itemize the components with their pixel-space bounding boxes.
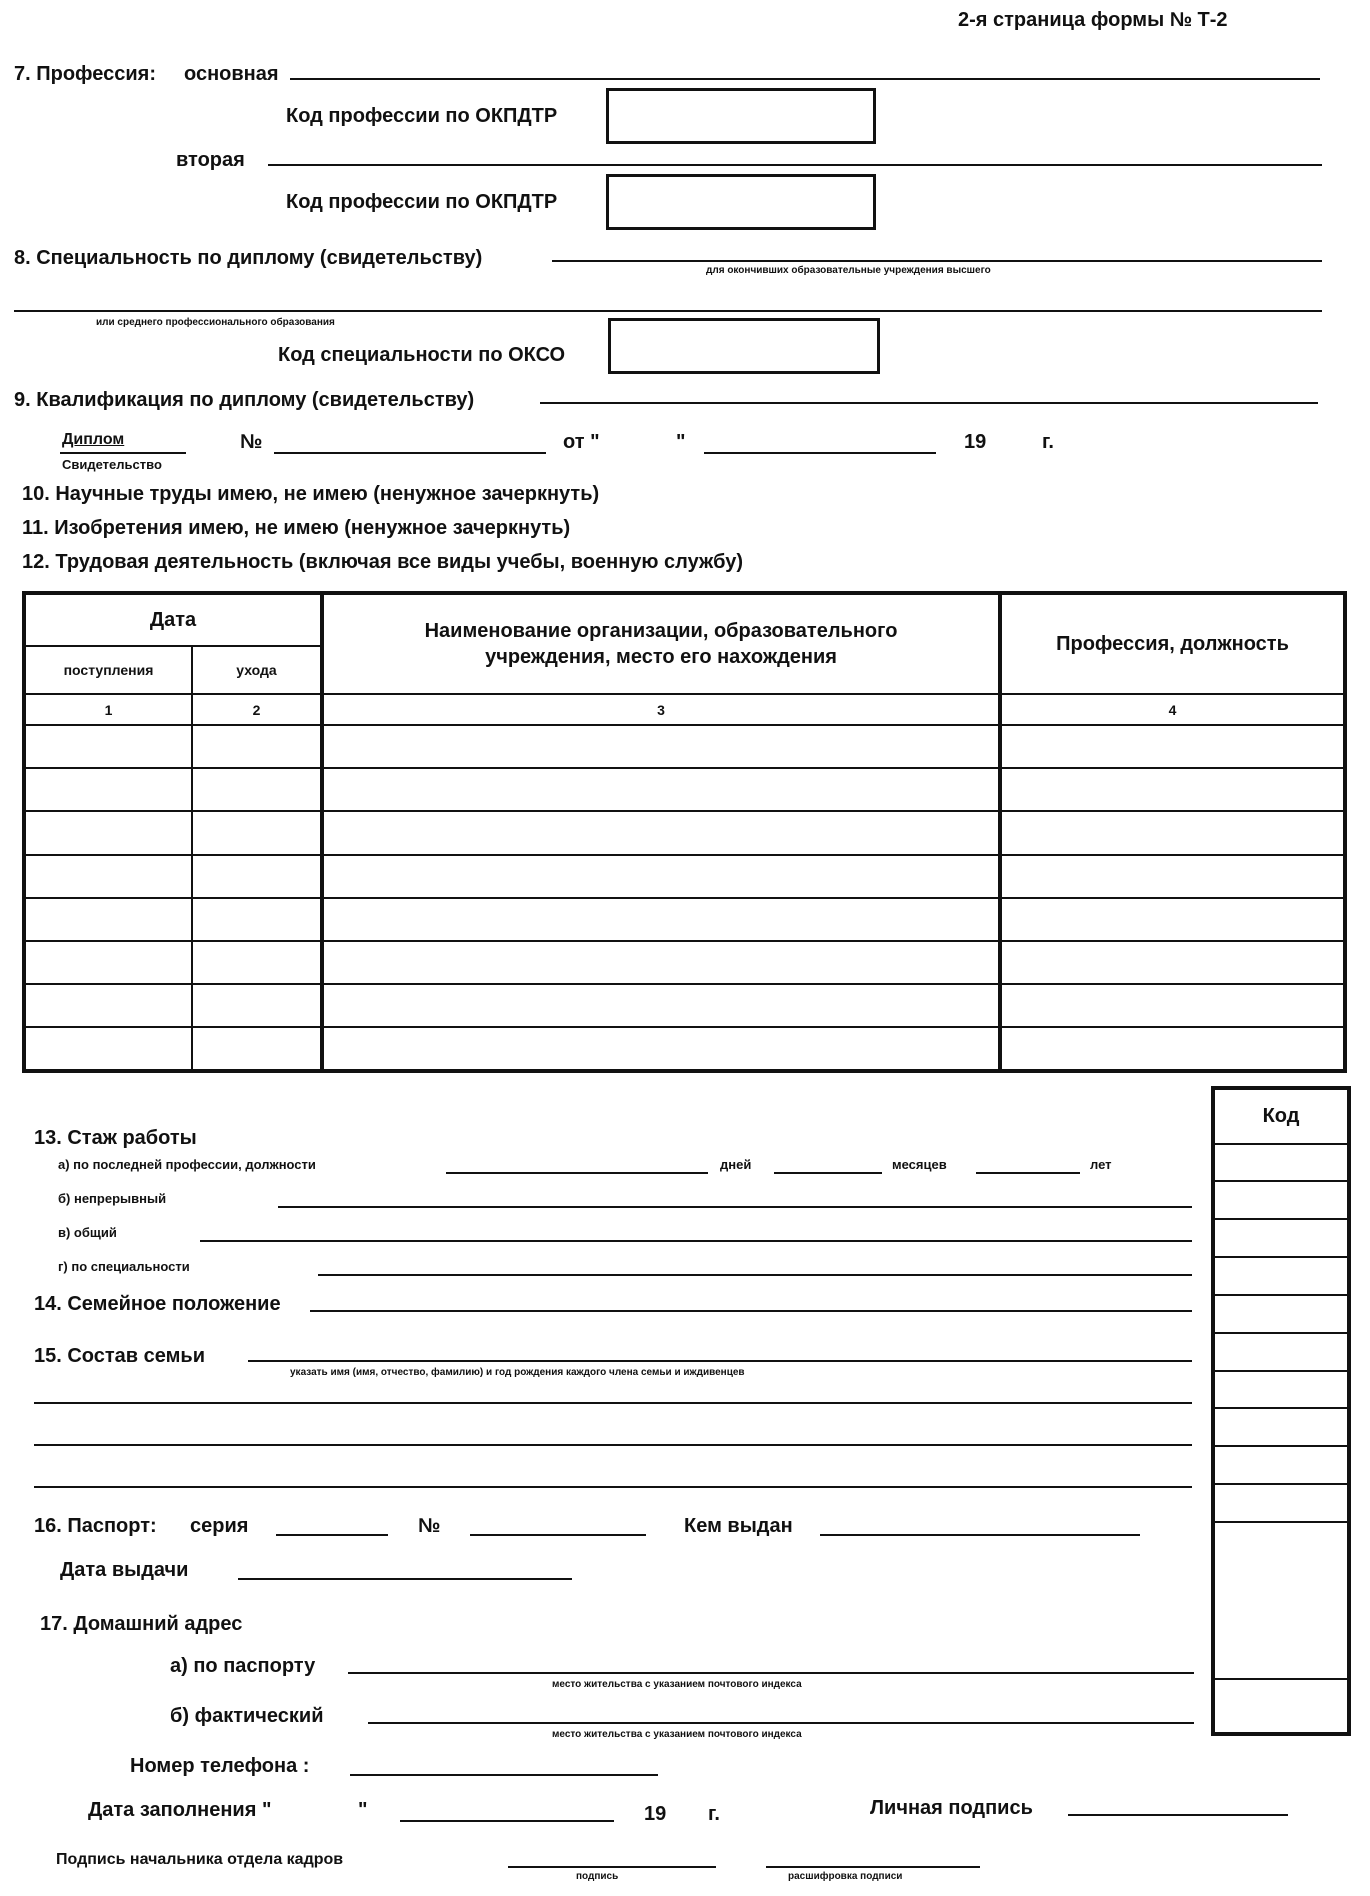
s16-series-field[interactable] — [276, 1534, 388, 1558]
table-cell[interactable] — [322, 898, 1000, 941]
table-row — [24, 941, 1345, 984]
s7-label: 7. Профессия: — [14, 63, 157, 85]
s13-b-field[interactable] — [278, 1206, 1192, 1230]
s15-hint: указать имя (имя, отчество, фамилию) и год рождения каждого члена семьи и иждивенцев — [290, 1367, 745, 1378]
s17-label: 17. Домашний адрес — [40, 1613, 243, 1635]
s12-label: 12. Трудовая деятельность (включая все виды учебы, военную службу) — [22, 551, 744, 573]
s8-code-box[interactable] — [608, 318, 880, 374]
s11-label: 11. Изобретения имею, не имею (ненужное зачеркнуть) — [22, 517, 571, 539]
code-cell[interactable] — [1213, 1371, 1349, 1409]
col-num-2: 2 — [192, 694, 322, 726]
s16-label: 16. Паспорт: — [34, 1515, 157, 1537]
s17-hint-b: место жительства с указанием почтового индекса — [552, 1729, 802, 1740]
fill-date-year: 19 — [644, 1803, 667, 1825]
s9-certificate-label: Свидетельство — [62, 457, 162, 472]
s16-issue-date-label: Дата выдачи — [60, 1559, 189, 1581]
s13-days-label: дней — [720, 1157, 752, 1172]
s9-year-label: 19 — [964, 431, 987, 453]
s7-code-label-1: Код профессии по ОКПДТР — [286, 105, 558, 127]
table-cell[interactable] — [24, 1027, 192, 1071]
s17-hint-a: место жительства с указанием почтового индекса — [552, 1679, 802, 1690]
s9-diploma-label: Диплом — [62, 431, 125, 448]
code-cell[interactable] — [1213, 1484, 1349, 1522]
code-cell[interactable] — [1213, 1333, 1349, 1371]
s9-quote-close: " — [676, 431, 686, 453]
s9-number-field[interactable] — [274, 452, 546, 476]
s14-field[interactable] — [310, 1310, 1192, 1334]
table-row — [24, 811, 1345, 854]
s8-code-label: Код специальности по ОКСО — [278, 344, 566, 366]
s17-b-label: б) фактический — [170, 1705, 324, 1727]
personal-signature-field[interactable] — [1068, 1814, 1288, 1838]
s7-code-box-1[interactable] — [606, 88, 876, 144]
table-cell[interactable] — [322, 855, 1000, 898]
code-cell[interactable] — [1213, 1408, 1349, 1446]
table-cell[interactable] — [192, 984, 322, 1027]
table-cell[interactable] — [24, 984, 192, 1027]
code-cell[interactable] — [1213, 1257, 1349, 1295]
s9-number-label: № — [240, 431, 263, 453]
table-cell[interactable] — [192, 811, 322, 854]
table-cell[interactable] — [322, 768, 1000, 811]
personal-signature-label: Личная подпись — [870, 1797, 1033, 1819]
s16-issue-date-field[interactable] — [238, 1578, 572, 1602]
code-column-table — [1211, 1086, 1351, 1736]
table-cell[interactable] — [1000, 941, 1345, 984]
fill-date-month-field[interactable] — [400, 1820, 614, 1844]
phone-field[interactable] — [350, 1774, 658, 1798]
table-cell[interactable] — [1000, 898, 1345, 941]
table-cell[interactable] — [1000, 855, 1345, 898]
code-cell[interactable] — [1213, 1295, 1349, 1333]
table-cell[interactable] — [322, 941, 1000, 984]
s15-field-3[interactable] — [34, 1444, 1192, 1468]
table-cell[interactable] — [24, 941, 192, 984]
s8-label: 8. Специальность по диплому (свидетельству) — [14, 247, 483, 269]
code-column-header: Код — [1213, 1088, 1349, 1144]
s15-field-2[interactable] — [34, 1402, 1192, 1426]
s13-b-label: б) непрерывный — [58, 1191, 167, 1206]
s13-g-label: г) по специальности — [58, 1259, 190, 1274]
s10-label: 10. Научные труды имею, не имею (ненужное зачеркнуть) — [22, 483, 600, 505]
table-cell[interactable] — [24, 898, 192, 941]
s7-code-box-2[interactable] — [606, 174, 876, 230]
s8-hint-2: или среднего профессионального образования — [96, 317, 335, 328]
code-cell[interactable] — [1213, 1144, 1349, 1182]
table-cell[interactable] — [322, 725, 1000, 768]
table-row — [24, 725, 1345, 768]
col-position-header: Профессия, должность — [1000, 593, 1345, 694]
table-cell[interactable] — [322, 811, 1000, 854]
table-row — [24, 855, 1345, 898]
s13-v-field[interactable] — [200, 1240, 1192, 1264]
s13-v-label: в) общий — [58, 1225, 117, 1240]
s13-months-label: месяцев — [892, 1157, 947, 1172]
table-cell[interactable] — [1000, 811, 1345, 854]
table-cell[interactable] — [1000, 1027, 1345, 1071]
col-end-header: ухода — [192, 646, 322, 694]
col-org-header: Наименование организации, образовательного учреждения, место его нахождения — [322, 593, 1000, 694]
s15-field-4[interactable] — [34, 1486, 1192, 1510]
code-cell[interactable] — [1213, 1446, 1349, 1484]
s9-field[interactable] — [540, 402, 1318, 426]
s13-years-label: лет — [1090, 1157, 1112, 1172]
s9-from-label: от " — [563, 431, 600, 453]
table-row — [24, 898, 1345, 941]
s16-issued-by-field[interactable] — [820, 1534, 1140, 1558]
work-history-table — [22, 591, 1347, 1073]
code-cell[interactable] — [1213, 1679, 1349, 1734]
table-cell[interactable] — [1000, 725, 1345, 768]
s8-hint-1: для окончивших образовательные учреждения высшего — [706, 265, 991, 276]
table-row — [24, 984, 1345, 1027]
table-cell[interactable] — [192, 941, 322, 984]
col-start-header: поступления — [24, 646, 192, 694]
table-cell[interactable] — [192, 1027, 322, 1071]
s9-year-suffix: г. — [1042, 431, 1054, 453]
signature-hint: подпись — [576, 1871, 619, 1882]
col-num-4: 4 — [1000, 694, 1345, 726]
code-cell[interactable] — [1213, 1181, 1349, 1219]
s13-a-days-field[interactable] — [446, 1172, 708, 1196]
s15-label: 15. Состав семьи — [34, 1345, 206, 1367]
table-cell[interactable] — [322, 1027, 1000, 1071]
table-cell[interactable] — [192, 855, 322, 898]
table-cell[interactable] — [322, 984, 1000, 1027]
table-row — [24, 768, 1345, 811]
s16-number-label: № — [418, 1515, 441, 1537]
s16-number-field[interactable] — [470, 1534, 646, 1558]
table-cell[interactable] — [192, 725, 322, 768]
s14-label: 14. Семейное положение — [34, 1293, 281, 1315]
hr-signature-label: Подпись начальника отдела кадров — [56, 1851, 344, 1868]
s7-second-label: вторая — [176, 149, 245, 171]
s17-a-label: а) по паспорту — [170, 1655, 316, 1677]
fill-date-label: Дата заполнения " — [88, 1799, 272, 1821]
col-num-3: 3 — [322, 694, 1000, 726]
s9-label: 9. Квалификация по диплому (свидетельству) — [14, 389, 475, 411]
code-cell[interactable] — [1213, 1522, 1349, 1680]
col-num-1: 1 — [24, 694, 192, 726]
s16-issued-by-label: Кем выдан — [684, 1515, 793, 1537]
s13-a-months-field[interactable] — [774, 1172, 882, 1196]
s9-month-field[interactable] — [704, 452, 936, 476]
table-row — [24, 1027, 1345, 1071]
table-cell[interactable] — [24, 725, 192, 768]
phone-label: Номер телефона : — [130, 1755, 310, 1777]
s13-label: 13. Стаж работы — [34, 1127, 197, 1149]
s13-a-years-field[interactable] — [976, 1172, 1080, 1196]
code-cell[interactable] — [1213, 1219, 1349, 1257]
table-cell[interactable] — [24, 811, 192, 854]
table-cell[interactable] — [192, 898, 322, 941]
form-page-label: 2-я страница формы № Т-2 — [958, 9, 1228, 31]
signature-decode-hint: расшифровка подписи — [788, 1871, 903, 1882]
table-cell[interactable] — [1000, 768, 1345, 811]
table-cell[interactable] — [192, 768, 322, 811]
s16-series-label: серия — [190, 1515, 249, 1537]
col-date-header: Дата — [24, 593, 322, 646]
s13-g-field[interactable] — [318, 1274, 1192, 1298]
fill-date-year-suffix: г. — [708, 1803, 720, 1825]
s7-code-label-2: Код профессии по ОКПДТР — [286, 191, 558, 213]
table-cell[interactable] — [24, 855, 192, 898]
fill-date-quote-close: " — [358, 1799, 368, 1821]
s13-a-label: а) по последней профессии, должности — [58, 1157, 316, 1172]
s7-main-label: основная — [184, 63, 279, 85]
table-cell[interactable] — [24, 768, 192, 811]
table-cell[interactable] — [1000, 984, 1345, 1027]
